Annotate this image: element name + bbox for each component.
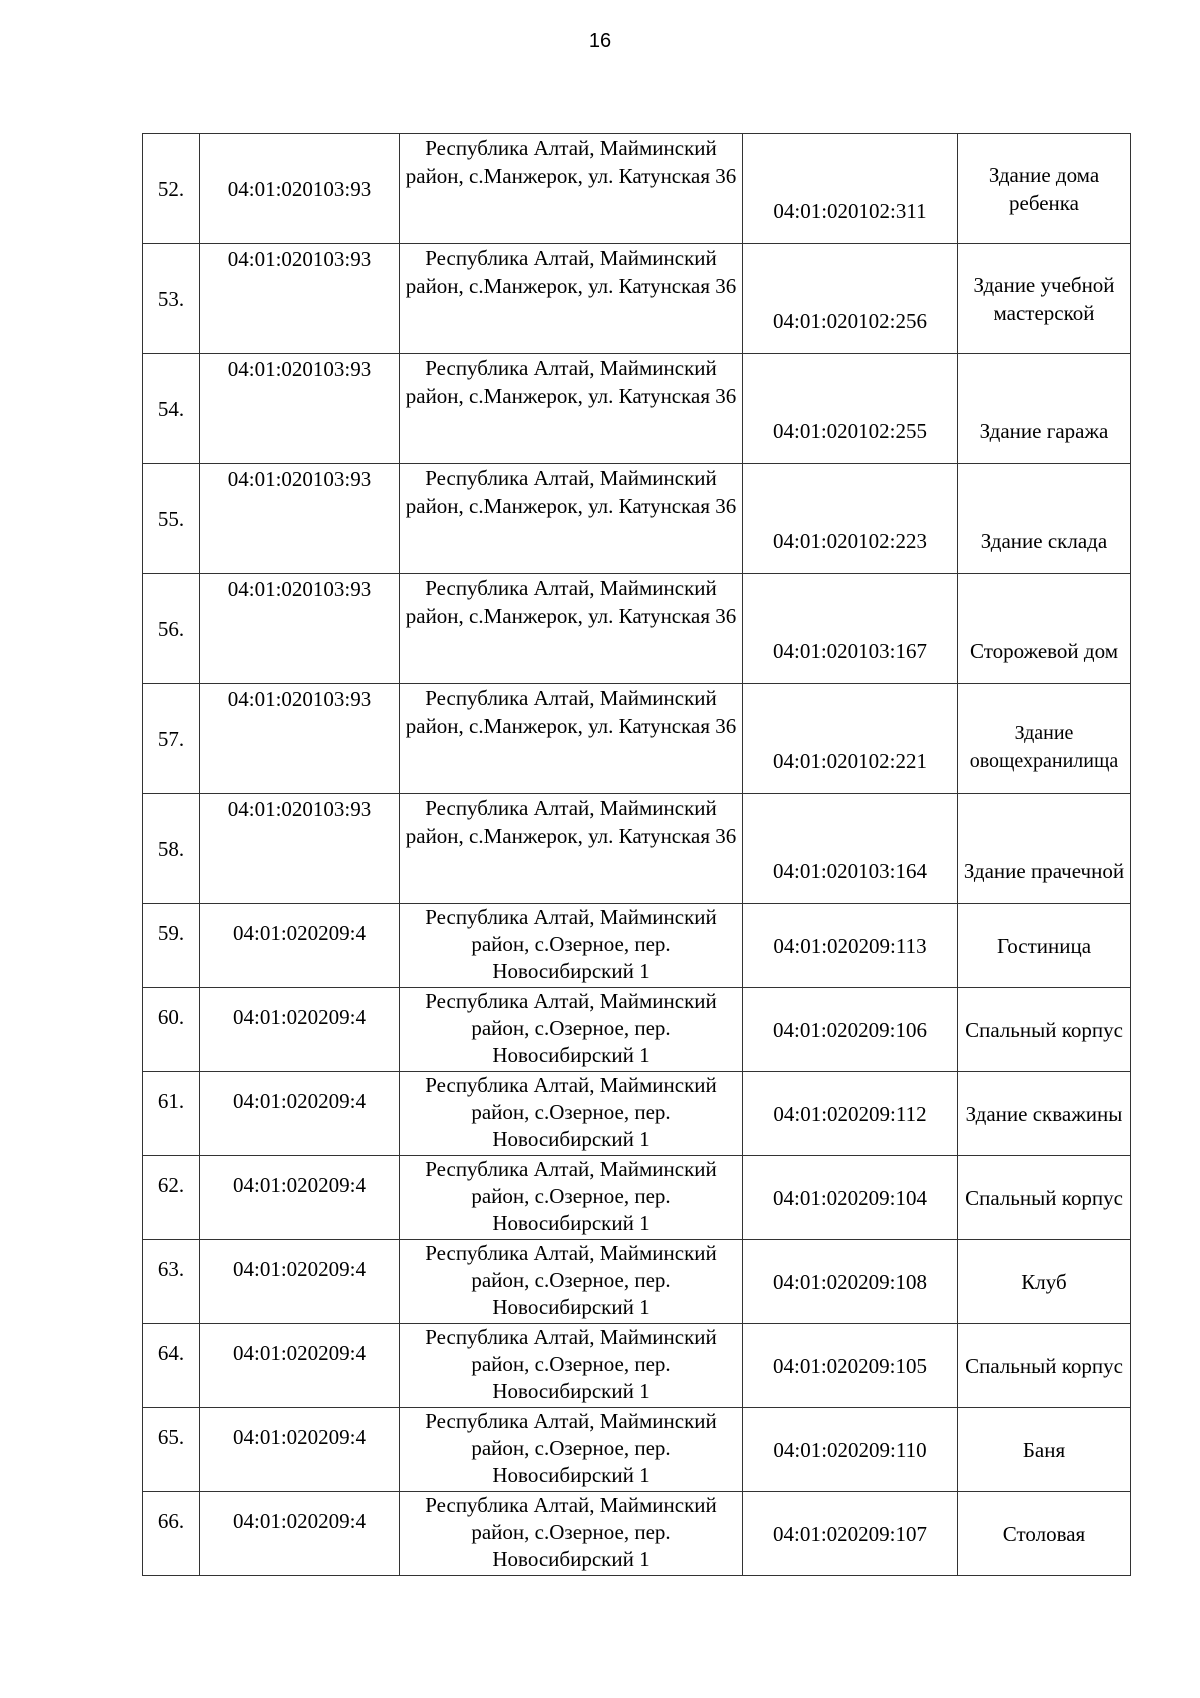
table-row [143, 1492, 1131, 1576]
address-text: Республика Алтай, Майминский район, с.Озерное, пер. Новосибирский 1 [425, 1157, 717, 1235]
object-name-cell [958, 464, 1131, 574]
row-number: 62. [143, 1156, 200, 1240]
object-name: Гостиница [996, 933, 1092, 958]
object-name: Клуб [1021, 1269, 1067, 1294]
land-cadastral-number: 04:01:020103:93 [200, 354, 400, 464]
land-cadastral-number: 04:01:020209:4 [200, 1240, 400, 1324]
row-number: 59. [143, 904, 200, 988]
address-cell [400, 988, 743, 1072]
address-cell [400, 794, 743, 904]
object-cadastral-number: 04:01:020209:105 [743, 1324, 958, 1408]
object-name: Сторожевой дом [970, 639, 1118, 663]
address-cell [400, 574, 743, 684]
object-cadastral-number: 04:01:020102:221 [743, 684, 958, 794]
row-number: 65. [143, 1408, 200, 1492]
object-name: Здание учебной мастерской [973, 272, 1115, 325]
address-cell [400, 1240, 743, 1324]
object-name-cell [958, 1408, 1131, 1492]
address-text: Республика Алтай, Майминский район, с.Манжерок, ул. Катунская 36 [405, 466, 737, 518]
address-cell [400, 1492, 743, 1576]
object-cadastral-number: 04:01:020209:106 [743, 988, 958, 1072]
object-cadastral-number: 04:01:020209:110 [743, 1408, 958, 1492]
land-cadastral-number: 04:01:020209:4 [200, 988, 400, 1072]
object-cadastral-number: 04:01:020103:167 [743, 574, 958, 684]
table-row [143, 1156, 1131, 1240]
address-text: Республика Алтай, Майминский район, с.Манжерок, ул. Катунская 36 [405, 246, 737, 298]
address-cell [400, 1072, 743, 1156]
property-table-body [143, 134, 1131, 1576]
row-number: 61. [143, 1072, 200, 1156]
address-cell [400, 244, 743, 354]
row-number: 66. [143, 1492, 200, 1576]
property-table [142, 133, 1131, 1576]
address-cell [400, 134, 743, 244]
object-cadastral-number: 04:01:020209:112 [743, 1072, 958, 1156]
table-row [143, 134, 1131, 244]
land-cadastral-number: 04:01:020209:4 [200, 1324, 400, 1408]
address-cell [400, 464, 743, 574]
address-text: Республика Алтай, Майминский район, с.Озерное, пер. Новосибирский 1 [425, 989, 717, 1067]
object-name-cell [958, 574, 1131, 684]
land-cadastral-number: 04:01:020103:93 [200, 244, 400, 354]
land-cadastral-number: 04:01:020209:4 [200, 1408, 400, 1492]
object-name-cell [958, 134, 1131, 244]
address-text: Республика Алтай, Майминский район, с.Озерное, пер. Новосибирский 1 [425, 1409, 717, 1487]
land-cadastral-number: 04:01:020103:93 [200, 134, 400, 244]
object-cadastral-number: 04:01:020209:107 [743, 1492, 958, 1576]
object-name-cell [958, 1240, 1131, 1324]
land-cadastral-number: 04:01:020209:4 [200, 1072, 400, 1156]
page-number: 16 [588, 30, 612, 52]
table-row [143, 988, 1131, 1072]
address-cell [400, 684, 743, 794]
table-row [143, 794, 1131, 904]
object-name: Здание склада [980, 529, 1108, 553]
object-name: Столовая [1002, 1521, 1086, 1546]
table-row [143, 904, 1131, 988]
object-name: Здание дома ребенка [988, 162, 1100, 215]
land-cadastral-number: 04:01:020209:4 [200, 1156, 400, 1240]
object-cadastral-number: 04:01:020209:108 [743, 1240, 958, 1324]
object-cadastral-number: 04:01:020209:104 [743, 1156, 958, 1240]
land-cadastral-number: 04:01:020209:4 [200, 904, 400, 988]
object-name-cell [958, 1324, 1131, 1408]
table-row [143, 1324, 1131, 1408]
land-cadastral-number: 04:01:020103:93 [200, 684, 400, 794]
table-row [143, 354, 1131, 464]
object-cadastral-number: 04:01:020102:256 [743, 244, 958, 354]
object-name: Здание скважины [965, 1101, 1123, 1126]
table-row [143, 1240, 1131, 1324]
address-text: Республика Алтай, Майминский район, с.Озерное, пер. Новосибирский 1 [425, 1325, 717, 1403]
address-cell [400, 904, 743, 988]
row-number: 53. [143, 244, 200, 354]
object-name-cell [958, 794, 1131, 904]
address-text: Республика Алтай, Майминский район, с.Манжерок, ул. Катунская 36 [405, 796, 737, 848]
table-row [143, 1072, 1131, 1156]
address-text: Республика Алтай, Майминский район, с.Манжерок, ул. Катунская 36 [405, 686, 737, 738]
object-name-cell [958, 1492, 1131, 1576]
row-number: 52. [143, 134, 200, 244]
object-name: Здание овощехранилища [969, 722, 1119, 772]
object-cadastral-number: 04:01:020102:223 [743, 464, 958, 574]
land-cadastral-number: 04:01:020103:93 [200, 794, 400, 904]
address-text: Республика Алтай, Майминский район, с.Манжерок, ул. Катунская 36 [405, 576, 737, 628]
object-name: Спальный корпус [965, 1353, 1123, 1378]
object-cadastral-number: 04:01:020102:255 [743, 354, 958, 464]
row-number: 58. [143, 794, 200, 904]
object-name-cell [958, 244, 1131, 354]
address-text: Республика Алтай, Майминский район, с.Озерное, пер. Новосибирский 1 [425, 1241, 717, 1319]
row-number: 54. [143, 354, 200, 464]
address-cell [400, 1408, 743, 1492]
address-text: Республика Алтай, Майминский район, с.Озерное, пер. Новосибирский 1 [425, 905, 717, 983]
row-number: 63. [143, 1240, 200, 1324]
object-name-cell [958, 354, 1131, 464]
address-text: Республика Алтай, Майминский район, с.Манжерок, ул. Катунская 36 [405, 356, 737, 408]
address-text: Республика Алтай, Майминский район, с.Манжерок, ул. Катунская 36 [405, 136, 737, 188]
table-row [143, 1408, 1131, 1492]
object-name: Здание прачечной [963, 859, 1125, 883]
table-row [143, 684, 1131, 794]
row-number: 55. [143, 464, 200, 574]
table-row [143, 464, 1131, 574]
object-name-cell [958, 1156, 1131, 1240]
land-cadastral-number: 04:01:020209:4 [200, 1492, 400, 1576]
object-name-cell [958, 988, 1131, 1072]
object-cadastral-number: 04:01:020102:311 [743, 134, 958, 244]
object-name: Спальный корпус [965, 1185, 1123, 1210]
object-cadastral-number: 04:01:020103:164 [743, 794, 958, 904]
row-number: 64. [143, 1324, 200, 1408]
row-number: 60. [143, 988, 200, 1072]
row-number: 56. [143, 574, 200, 684]
land-cadastral-number: 04:01:020103:93 [200, 464, 400, 574]
row-number: 57. [143, 684, 200, 794]
object-name: Баня [1022, 1437, 1066, 1462]
object-name-cell [958, 1072, 1131, 1156]
object-name-cell [958, 684, 1131, 794]
table-row [143, 574, 1131, 684]
address-cell [400, 1324, 743, 1408]
object-cadastral-number: 04:01:020209:113 [743, 904, 958, 988]
address-cell [400, 354, 743, 464]
address-text: Республика Алтай, Майминский район, с.Озерное, пер. Новосибирский 1 [425, 1493, 717, 1571]
object-name: Спальный корпус [965, 1017, 1123, 1042]
address-cell [400, 1156, 743, 1240]
table-row [143, 244, 1131, 354]
object-name: Здание гаража [979, 419, 1109, 443]
object-name-cell [958, 904, 1131, 988]
land-cadastral-number: 04:01:020103:93 [200, 574, 400, 684]
address-text: Республика Алтай, Майминский район, с.Озерное, пер. Новосибирский 1 [425, 1073, 717, 1151]
